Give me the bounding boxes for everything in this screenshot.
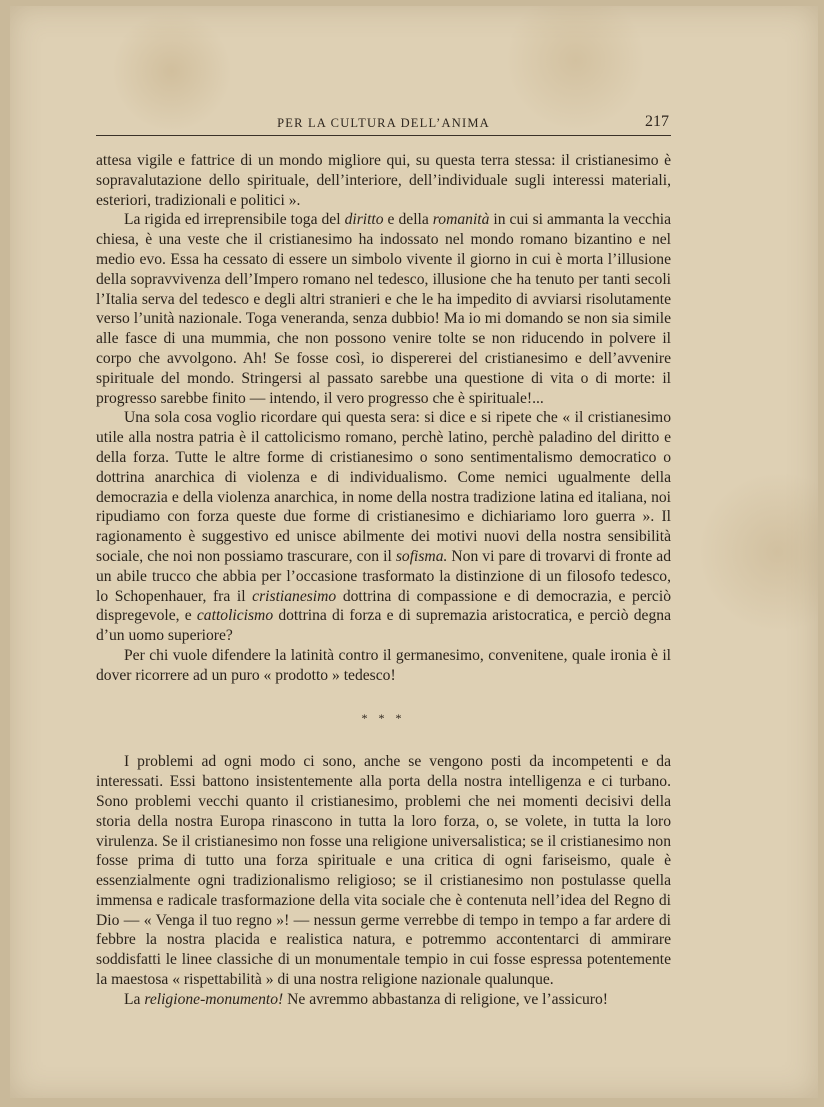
text-run: Ne avremmo abbastanza di religione, ve l’assicuro! — [283, 990, 608, 1008]
text-run: La — [124, 990, 145, 1008]
page-number: 217 — [645, 113, 669, 130]
italic-text: cristianesimo — [252, 587, 337, 605]
paragraph-p3 — [96, 408, 671, 646]
text-run: I problemi ad ogni modo ci sono, anche se vengono posti da incompetenti e da interessati. Essi battono insistentemente alla porta della nostra intelligenza e ci turbano. Sono problemi vecchi quanto il cristianesimo, problemi che nei momenti decisivi della storia della nostra Europa rinascono in tutta la loro forza, o, se volete, in tutta la loro virulenza. Se il cristianesimo non fosse una religione universalistica; se il cristianesimo non fosse prima di tutto una forza spirituale e una critica di ogni fariseismo, quale è essenzialmente ogni tradizionalismo religioso; se il cristianesimo non postulasse quella immensa e radicale trasformazione della vita sociale che è contenuta nell’idea del Regno di Dio — « Venga il tuo regno »! — nessun germe verrebbe di tempo in tempo a far ardere di febbre la nostra placida e realistica natura, e potremmo accontentarci di ammirare soddisfatti le linee classiche di un monumentale tempio in cui fosse espressa potentemente la maestosa « rispettabilità » di una nostra religione nazionale qualunque. — [96, 753, 671, 989]
italic-text: sofisma. — [395, 547, 448, 565]
body-text — [96, 151, 671, 1010]
italic-text: religione-monumento! — [144, 990, 284, 1008]
page-header — [96, 113, 671, 136]
book-page — [10, 6, 818, 1098]
text-block-after-separator — [96, 752, 671, 1009]
text-run: in cui si ammanta la vecchia chiesa, è una veste che il cristianesimo ha indossato nel mondo romano bizantino e nel medio evo. Essa ha cessato di essere un simbolo vivente il giorno in cui è morta l’illusione della sopravvivenza dell’Impero romano nel tedesco, illusione che ha tenuto per tanti secoli l’Italia serva del tedesco e degli altri stranieri e che le ha impedito di avviarsi risolutamente verso l’unità nazionale. Toga veneranda, senza dubbio! Ma io mi domando se non sia simile alle fasce di una mummia, che non possono venire tolte se non riducendo in polvere il corpo che avvolgono. Ah! Se fosse così, io dispererei del cristianesimo e dell’avvenire spirituale del mondo. Stringersi al passato sarebbe una questione di vita o di morte: il progresso sarebbe finito — intendo, il vero progresso che è spirituale!... — [96, 211, 671, 407]
text-run: dottrina di compassione e di democrazia, e perciò dispregevole, e — [96, 587, 671, 625]
italic-text: diritto — [344, 211, 384, 229]
text-run: Per chi vuole difendere la latinità contro il germanesimo, convenitene, quale ironia è il dover ricorrere ad un puro « prodotto » tedesco! — [96, 646, 671, 684]
text-run: e della — [383, 211, 433, 229]
text-run: attesa vigile e fattrice di un mondo migliore qui, su questa terra stessa: il cristianesimo è sopravalutazione dello spirituale, dell’interiore, dell’individuale sugli interessi materiali, esteriori, tradizionali e politici ». — [96, 152, 671, 209]
italic-text: cattolicismo — [196, 607, 274, 625]
text-run: dottrina di forza e di supremazia aristocratica, e perciò degna d’un uomo superiore? — [96, 607, 671, 645]
text-block-before-separator — [96, 151, 671, 686]
paragraph-p5 — [96, 752, 671, 990]
text-run: La rigida ed irreprensibile toga del — [124, 211, 345, 229]
text-run: Una sola cosa voglio ricordare qui questa sera: si dice e si ripete che « il cristianesimo utile alla nostra patria è il cattolicismo romano, perchè latino, perchè paladino del diritto e della forza. Tutte le altre forme di cristianesimo o sono sentimentalismo democratico o dottrina anarchica di violenza e di individualismo. Come nemici ugualmente della democrazia e della violenza anarchica, in nome della nostra tradizione latina ed italiana, noi ripudiamo con forza queste due forme di cristianesimo e dichiariamo loro guerra ». Il ragionamento è suggestivo ed unisce abilmente dei motivi nuovi della nostra sensibilità sociale, che noi non possiamo trascurare, con il — [96, 409, 671, 565]
paragraph-p6 — [96, 990, 671, 1010]
section-separator: * * * — [361, 710, 406, 725]
paragraph-p2 — [96, 210, 671, 408]
italic-text: romanità — [432, 211, 490, 229]
paragraph-p4 — [96, 646, 671, 686]
running-title: PER LA CULTURA DELL’ANIMA — [277, 116, 490, 130]
text-run: Non vi pare di trovarvi di fronte ad un abile trucco che abbia per l’occasione trasformato la distinzione di un filosofo tedesco, lo Schopenhauer, fra il — [96, 547, 671, 605]
paragraph-p1 — [96, 151, 671, 210]
